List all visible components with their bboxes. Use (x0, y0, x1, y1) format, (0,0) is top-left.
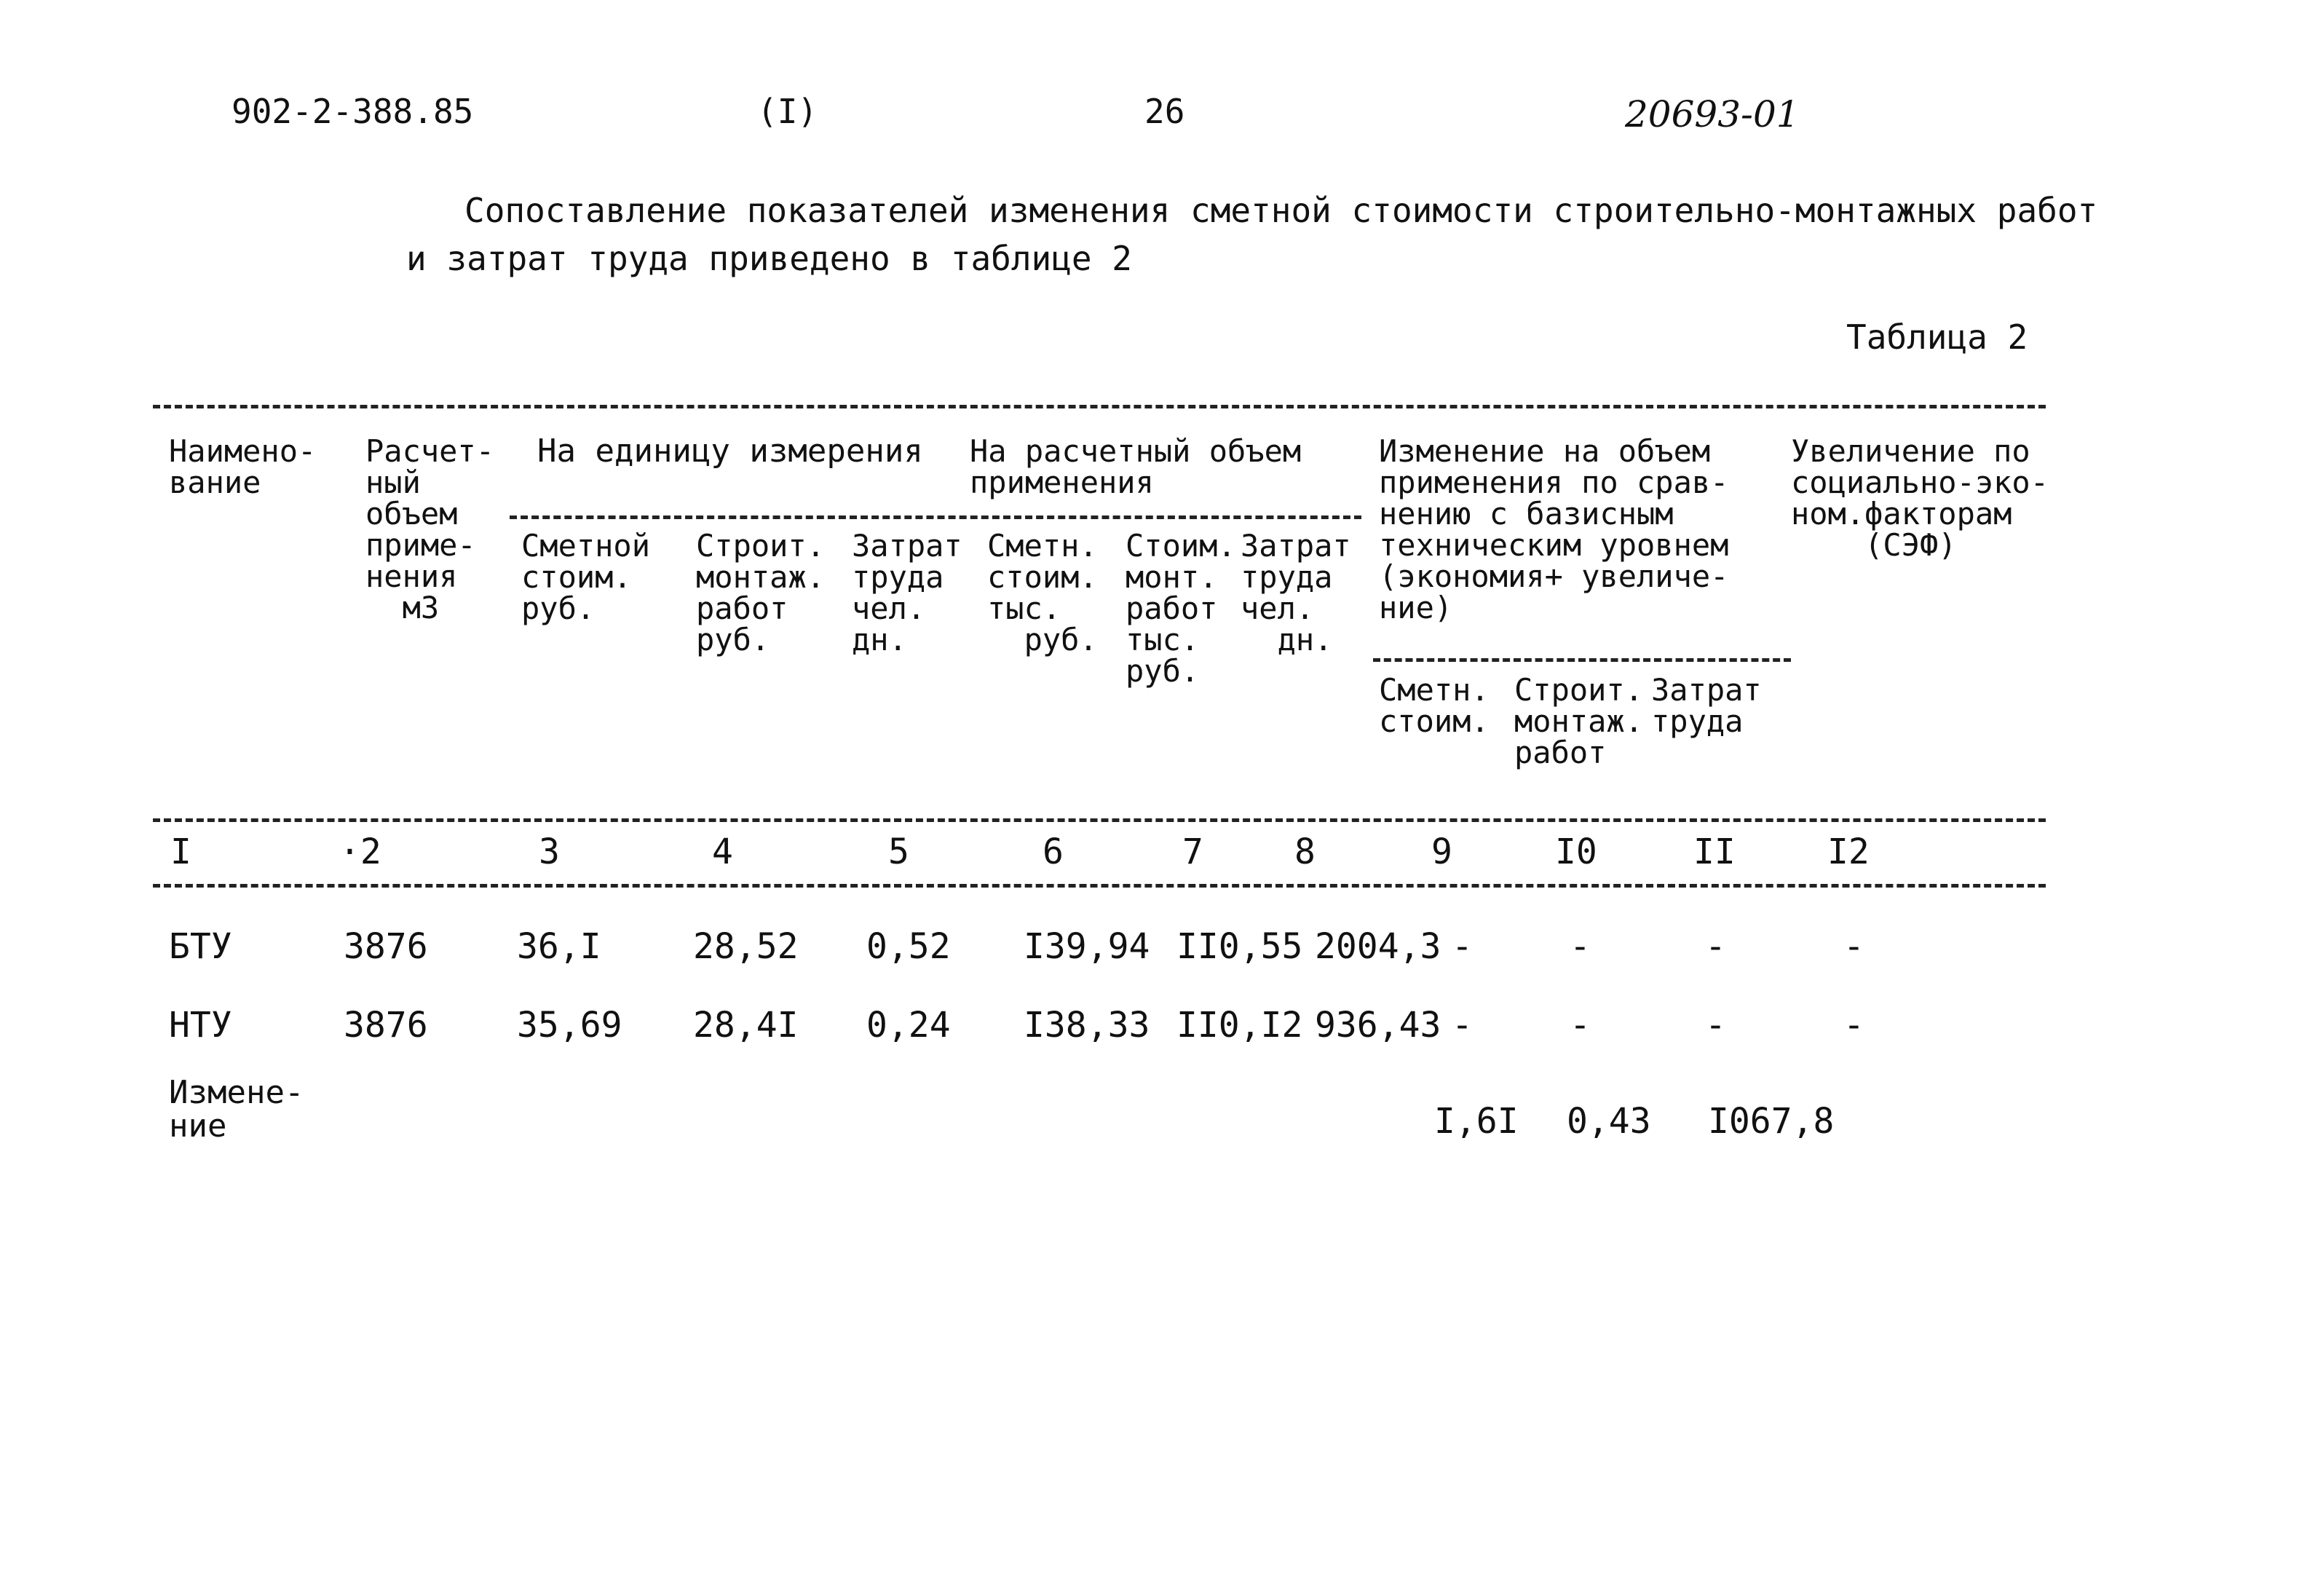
row-col-11: - (1705, 926, 1726, 967)
header-sef: Увеличение по социально-эко- ном.факторам (СЭФ) (1791, 433, 2049, 563)
header-name: Наимено- вание (169, 433, 317, 500)
row-col-6: I39,94 (1024, 926, 1150, 967)
numbers-bottom-rule (153, 884, 2046, 888)
row-col-10: - (1570, 1005, 1591, 1046)
header-col-9: Сметн. стоим. (1379, 672, 1490, 739)
column-number: I (170, 831, 191, 872)
row-col-9: - (1452, 1005, 1473, 1046)
row-name: НТУ (169, 1005, 232, 1046)
row-col-12: - (1843, 926, 1864, 967)
archive-number: 20693-01 (1625, 93, 1800, 135)
intro-line-2: и затрат труда приведено в таблице 2 (406, 239, 1132, 278)
row-name: БТУ (169, 926, 232, 967)
row-col-9: I,6I (1434, 1101, 1519, 1142)
header-col-5: Затрат труда чел. дн. (852, 528, 962, 657)
row-col-3: 36,I (517, 926, 601, 967)
header-col-4: Строит. монтаж. работ руб. (696, 528, 826, 657)
row-col-5: 0,24 (866, 1005, 951, 1046)
row-name: Измене- ние (169, 1074, 304, 1145)
row-col-8: 2004,3 (1315, 926, 1441, 967)
column-number: 6 (1043, 831, 1064, 872)
header-col-7: Стоим. монт. работ тыс. руб. (1126, 528, 1236, 689)
header-per-unit: На единицу измерения (537, 432, 923, 470)
row-col-10: - (1570, 926, 1591, 967)
row-col-11: I067,8 (1708, 1101, 1835, 1142)
intro-line-1: Сопоставление показателей изменения сметной стоимости строительно-монтажных работ (464, 191, 2098, 230)
column-number: ·2 (339, 831, 381, 872)
column-number: 3 (539, 831, 560, 872)
part-number: (I) (757, 92, 818, 131)
column-number: 8 (1294, 831, 1316, 872)
row-volume: 3876 (344, 1005, 428, 1046)
row-col-11: - (1705, 1005, 1726, 1046)
header-col-8: Затрат труда чел. дн. (1241, 528, 1351, 657)
column-number: I2 (1827, 831, 1870, 872)
header-col-11: Затрат труда (1651, 672, 1762, 739)
header-col-3: Сметной стоим. руб. (521, 528, 651, 626)
row-col-4: 28,52 (693, 926, 799, 967)
column-number: 4 (712, 831, 733, 872)
row-col-3: 35,69 (517, 1005, 622, 1046)
column-number: 9 (1431, 831, 1452, 872)
column-number: 5 (888, 831, 909, 872)
row-col-7: II0,55 (1176, 926, 1303, 967)
row-col-5: 0,52 (866, 926, 951, 967)
row-col-4: 28,4I (693, 1005, 799, 1046)
doc-code: 902-2-388.85 (232, 92, 474, 131)
header-col-10: Строит. монтаж. работ (1514, 672, 1644, 770)
group-subheader-rule (510, 515, 1361, 519)
header-per-volume: На расчетный объем применения (970, 433, 1302, 500)
change-subheader-rule (1373, 658, 1791, 662)
table-caption: Таблица 2 (1846, 317, 2028, 357)
row-col-12: - (1843, 1005, 1864, 1046)
page-number: 26 (1144, 92, 1185, 131)
row-col-8: 936,43 (1315, 1005, 1441, 1046)
header-change: Изменение на объем применения по срав- нению с базисным техническим уровнем (экономия+ увеличе- ние) (1379, 433, 1729, 625)
row-volume: 3876 (344, 926, 428, 967)
table-top-rule (153, 405, 2046, 408)
header-volume: Расчет- ный объем приме- нения мЗ (365, 433, 495, 625)
column-number: 7 (1182, 831, 1203, 872)
column-number: II (1693, 831, 1736, 872)
header-col-6: Сметн. стоим. тыс. руб. (987, 528, 1098, 657)
row-col-6: I38,33 (1024, 1005, 1150, 1046)
row-col-9: - (1452, 926, 1473, 967)
header-bottom-rule (153, 818, 2046, 822)
row-col-10: 0,43 (1567, 1101, 1651, 1142)
row-col-7: II0,I2 (1176, 1005, 1303, 1046)
column-number: I0 (1555, 831, 1597, 872)
